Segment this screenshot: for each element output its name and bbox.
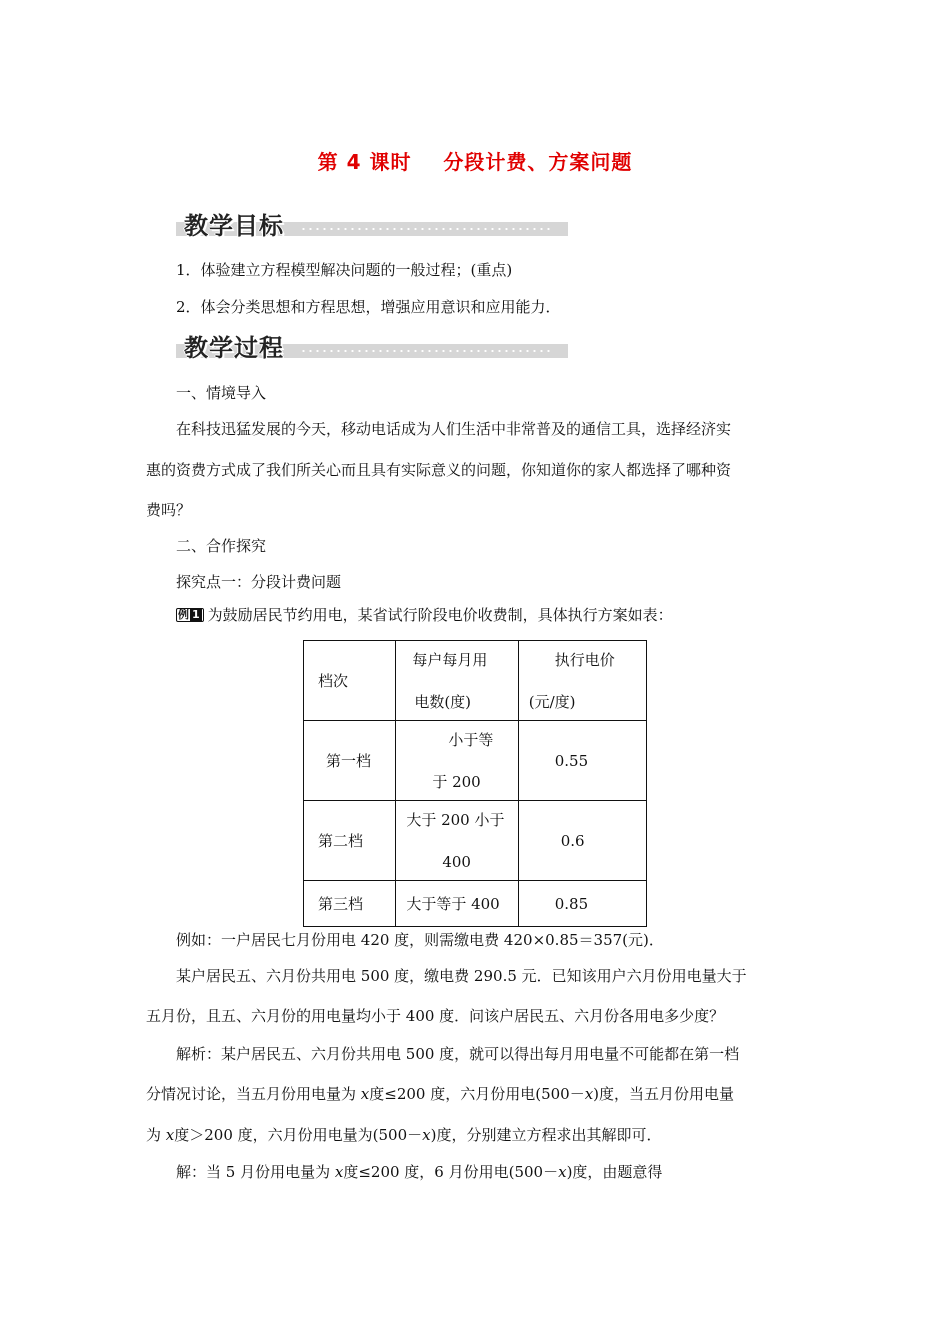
analysis-line-2-c: )度，当五月份用电量 [593,1085,735,1103]
range-line1: 大于等于 400 [406,894,500,913]
goals-heading: 教学目标 [184,212,284,240]
header-tier: 档次 [318,671,349,690]
analysis-line-3 [146,1125,661,1145]
tier-label: 第三档 [318,894,364,913]
var-x: x [558,1163,567,1181]
explore1-heading: 探究点一：分段计费问题 [176,573,342,591]
goal-item-1: 1．体验建立方程模型解决问题的一般过程；(重点) [176,261,513,279]
problem-line-2: 五月份，且五、六月份的用电量均小于 400 度．问该户居民五、六月份各用电多少度？ [146,1007,725,1025]
example-text: 为鼓励居民节约用电，某省试行阶段电价收费制，具体执行方案如表： [207,606,673,624]
problem-line-1: 某户居民五、六月份共用电 500 度，缴电费 290.5 元．已知该用户六月份用电量大于 [176,967,747,985]
price-value: 0.6 [560,831,585,850]
lesson-topic: 分段计费、方案问题 [443,150,633,174]
intro-line-3: 费吗？ [146,501,192,519]
header-cell-tier [304,641,396,721]
part2-heading: 二、合作探究 [176,537,267,555]
analysis-line-3-a: 为 [146,1126,166,1144]
process-banner [176,328,568,362]
tier-label: 第二档 [318,831,364,850]
example-tag-number: 1 [192,608,200,621]
banner-dots [300,228,554,230]
range-line2: 于 200 [432,772,481,791]
header-range-line1: 每户每月用 [412,650,488,669]
solution-b: 度≤200 度，6 月份用电(500－ [343,1163,559,1181]
lesson-number: 第 4 课时 [317,150,412,174]
tier-label: 第一档 [326,751,372,770]
header-price-line2: (元/度) [528,692,576,711]
var-x: x [584,1085,594,1103]
analysis-line-3-b: 度＞200 度，六月份用电量为(500－ [174,1126,423,1144]
example-tag [176,608,204,622]
intro-line-1: 在科技迅猛发展的今天，移动电话成为人们生活中非常普及的通信工具，选择经济实 [176,420,732,438]
solution-c: )度，由题意得 [566,1163,663,1181]
table-row [304,881,647,927]
header-cell-price [518,641,646,721]
example-note: 例如：一户居民七月份用电 420 度，则需缴电费 420×0.85＝357(元)． [176,931,664,949]
goal-item-2: 2．体会分类思想和方程思想，增强应用意识和应用能力． [176,298,561,316]
var-x: x [360,1085,370,1103]
var-x: x [334,1163,344,1181]
banner-dots [300,350,554,352]
header-cell-range [396,641,518,721]
price-cell [518,721,646,801]
page-title [0,146,950,175]
price-table [303,640,647,927]
price-value: 0.85 [554,894,589,913]
analysis-line-2-b: 度≤200 度，六月份用电(500－ [369,1085,585,1103]
var-x: x [165,1126,175,1144]
solution-a: 解：当 5 月份用电量为 [176,1163,335,1181]
range-cell [396,721,518,801]
tier-cell [304,721,396,801]
example-tag-word: 例 [178,608,189,621]
price-cell [518,881,646,927]
analysis-line-2 [146,1084,734,1104]
price-cell [518,801,646,881]
range-line2: 400 [442,852,471,871]
range-cell [396,801,518,881]
solution-line [176,1162,662,1182]
intro-line-2: 惠的资费方式成了我们所关心而且具有实际意义的问题，你知道你的家人都选择了哪种资 [146,461,732,479]
analysis-line-3-c: )度，分别建立方程求出其解即可． [430,1126,662,1144]
table-row [304,801,647,881]
goals-banner [176,206,568,240]
example-line [176,605,673,625]
header-price-line1: 执行电价 [554,650,615,669]
tier-cell [304,801,396,881]
range-line1: 大于 200 小于 [406,810,505,829]
var-x: x [422,1126,431,1144]
header-range-line2: 电数(度) [414,692,472,711]
part1-heading: 一、情境导入 [176,384,267,402]
process-heading: 教学过程 [184,334,284,362]
price-value: 0.55 [554,751,589,770]
tier-cell [304,881,396,927]
table-row [304,721,647,801]
table-header-row [304,641,647,721]
analysis-line-2-a: 分情况讨论，当五月份用电量为 [146,1085,361,1103]
analysis-line-1: 解析：某户居民五、六月份共用电 500 度，就可以得出每月用电量不可能都在第一档 [176,1045,740,1063]
range-line1: 小于等 [448,730,494,749]
range-cell [396,881,518,927]
